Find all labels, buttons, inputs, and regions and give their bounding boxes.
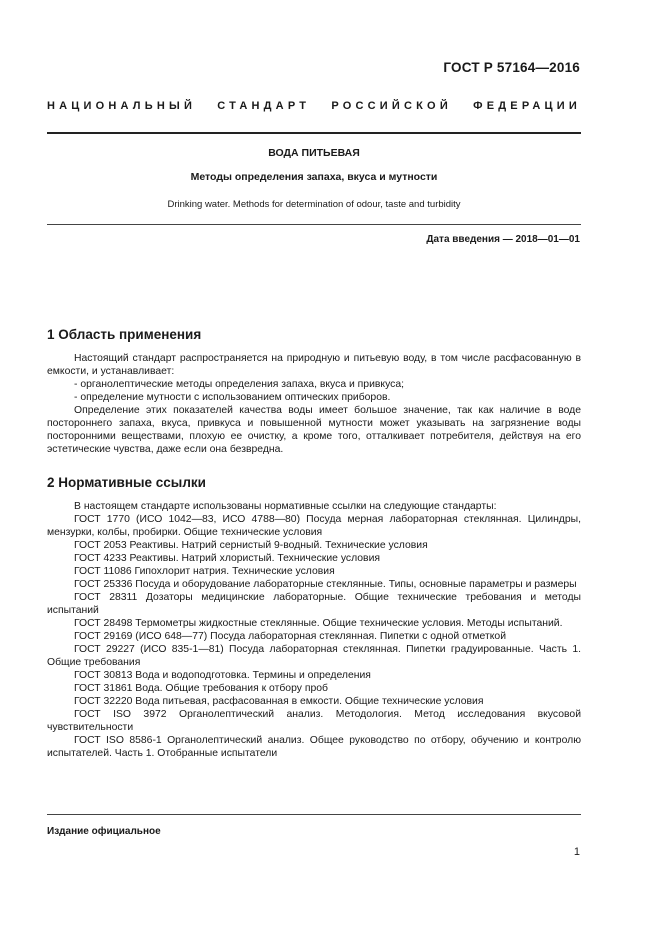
reference-item: ГОСТ 31861 Вода. Общие требования к отбору проб [74, 683, 328, 694]
section-2-body [47, 500, 581, 760]
reference-item: ГОСТ ISO 8586-1 Органолептический анализ. Общее руководство по отбору, обучению и контролю испытателей. Часть 1. Отобранные испытатели [47, 735, 581, 759]
page-number: 1 [573, 846, 580, 858]
paragraph: Настоящий стандарт распространяется на природную и питьевую воду, в том числе расфасованную в емкости, и устанавливает: [47, 353, 581, 377]
paragraph: Определение этих показателей качества воды имеет большое значение, так как наличие в воде постороннего запаха, вкуса, привкуса и повышенной мутности может указывать на загрязнение воды посторонними веществами, плохую ее очистку, а кроме того, отталкивает потребителя, действуя на его эстетические чувства, даже если она безвредна. [47, 405, 581, 455]
edition-label: Издание официальное [47, 826, 161, 837]
section-1-heading: 1 Область применения [47, 327, 202, 342]
footer-divider [47, 814, 581, 815]
section-2-heading: 2 Нормативные ссылки [47, 475, 206, 490]
paragraph: В настоящем стандарте использованы нормативные ссылки на следующие стандарты: [74, 501, 497, 512]
list-item: - органолептические методы определения запаха, вкуса и привкуса; [74, 379, 405, 390]
document-subtitle: Методы определения запаха, вкуса и мутности [190, 171, 438, 183]
reference-item: ГОСТ 11086 Гипохлорит натрия. Технические условия [74, 566, 335, 577]
national-standard-banner: НАЦИОНАЛЬНЫЙ СТАНДАРТ РОССИЙСКОЙ ФЕДЕРАЦИИ [47, 100, 581, 112]
reference-item: ГОСТ 2053 Реактивы. Натрий сернистый 9-водный. Технические условия [74, 540, 428, 551]
reference-item: ГОСТ 4233 Реактивы. Натрий хлористый. Технические условия [74, 553, 380, 564]
reference-item: ГОСТ 28311 Дозаторы медицинские лабораторные. Общие технические требования и методы испытаний [47, 592, 581, 616]
header-divider [47, 132, 581, 134]
reference-item: ГОСТ 32220 Вода питьевая, расфасованная в емкости. Общие технические условия [74, 696, 484, 707]
reference-item: ГОСТ 25336 Посуда и оборудование лабораторные стеклянные. Типы, основные параметры и размеры [74, 579, 577, 590]
introduction-date: Дата введения — 2018—01—01 [426, 234, 580, 245]
reference-item: ГОСТ 1770 (ИСО 1042—83, ИСО 4788—80) Посуда мерная лабораторная стеклянная. Цилиндры, мензурки, колбы, пробирки. Общие технические условия [47, 514, 581, 538]
document-code: ГОСТ Р 57164—2016 [443, 60, 580, 75]
reference-item: ГОСТ ISO 3972 Органолептический анализ. Методология. Метод исследования вкусовой чувствительности [47, 709, 581, 733]
document-title: ВОДА ПИТЬЕВАЯ [268, 147, 360, 159]
reference-item: ГОСТ 28498 Термометры жидкостные стеклянные. Общие технические условия. Методы испытаний. [74, 618, 563, 629]
section-1-body [47, 352, 581, 456]
document-title-english: Drinking water. Methods for determination of odour, taste and turbidity [167, 199, 461, 210]
reference-item: ГОСТ 30813 Вода и водоподготовка. Термины и определения [74, 670, 371, 681]
list-item: - определение мутности с использованием оптических приборов. [74, 392, 391, 403]
reference-item: ГОСТ 29169 (ИСО 648—77) Посуда лабораторная стеклянная. Пипетки с одной отметкой [74, 631, 507, 642]
reference-item: ГОСТ 29227 (ИСО 835-1—81) Посуда лабораторная стеклянная. Пипетки градуированные. Часть 1. Общие требования [47, 644, 581, 668]
title-divider [47, 224, 581, 225]
